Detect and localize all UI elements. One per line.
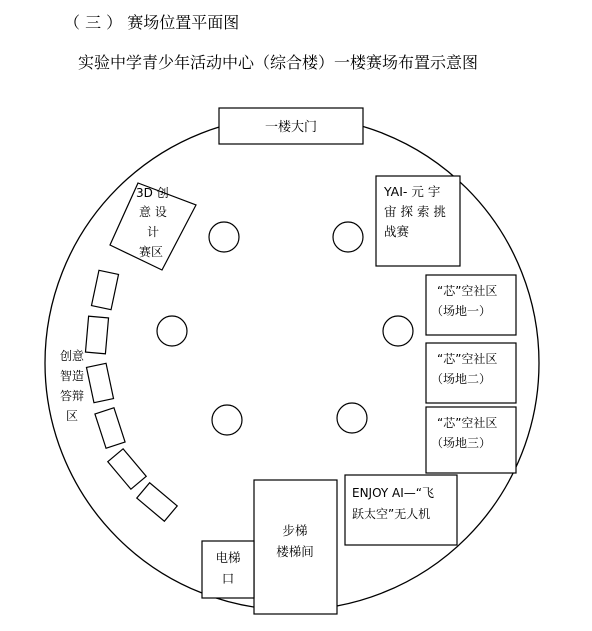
zone-yai bbox=[376, 176, 460, 266]
zone-3d-creative bbox=[110, 183, 196, 270]
zone-debate-line-2: 智造 bbox=[60, 369, 85, 383]
debate-booths bbox=[85, 270, 177, 521]
booth bbox=[108, 449, 146, 489]
elevator-line-2: 口 bbox=[221, 571, 235, 586]
elevator bbox=[202, 541, 254, 598]
zone-yai-line-3: 战赛 bbox=[384, 224, 410, 239]
zone-enjoy-ai bbox=[345, 475, 457, 545]
zone-chip-society-2 bbox=[426, 343, 516, 403]
section-heading: （ 三 ） 赛场位置平面图 bbox=[64, 13, 240, 32]
zone-debate-line-3: 答辩 bbox=[60, 389, 85, 403]
booth bbox=[95, 408, 125, 448]
table-circle bbox=[209, 222, 239, 252]
zone-3d-line-3: 计 bbox=[147, 225, 160, 239]
table-circle bbox=[333, 222, 363, 252]
zone-3d-line-1: 3D 创 bbox=[136, 186, 169, 200]
zone-chip-society-1 bbox=[426, 275, 516, 335]
table-circle bbox=[337, 403, 367, 433]
zone-3d-line-4: 赛区 bbox=[139, 245, 164, 259]
diagram-title: 实验中学青少年活动中心（综合楼）一楼赛场布置示意图 bbox=[78, 53, 479, 72]
main-entrance bbox=[219, 108, 363, 144]
zone-yai-line-2: 宙 探 索 挑 bbox=[384, 204, 446, 219]
zone-yai-line-1: YAI- 元 宇 bbox=[384, 184, 441, 199]
stairwell bbox=[254, 480, 337, 614]
zone-debate-label bbox=[60, 348, 84, 423]
zone-chip3-line-2: （场地三） bbox=[431, 436, 492, 450]
table-circle bbox=[383, 316, 413, 346]
stairwell-line-1: 步梯 bbox=[282, 523, 308, 538]
zone-enjoy-line-1: ENJOY AI—“飞 bbox=[352, 486, 434, 500]
zone-chip1-line-2: （场地一） bbox=[431, 304, 492, 318]
booth bbox=[86, 363, 113, 402]
zone-chip-society-3 bbox=[426, 407, 516, 473]
zone-chip2-line-1: “芯”空社区 bbox=[437, 352, 498, 366]
zone-debate-line-1: 创意 bbox=[60, 349, 85, 363]
stairwell-line-2: 楼梯间 bbox=[276, 544, 314, 559]
zone-debate-line-4: 区 bbox=[66, 409, 79, 423]
table-circle bbox=[212, 405, 242, 435]
booth bbox=[91, 270, 118, 309]
zone-3d-line-2: 意 设 bbox=[139, 205, 167, 219]
booth bbox=[85, 316, 108, 354]
zone-enjoy-line-2: 跃太空”无人机 bbox=[352, 507, 431, 521]
elevator-line-1: 电梯 bbox=[215, 550, 241, 565]
zone-chip2-line-2: （场地二） bbox=[431, 372, 492, 386]
entrance-label: 一楼大门 bbox=[264, 120, 318, 135]
booth bbox=[137, 483, 177, 521]
zone-chip1-line-1: “芯”空社区 bbox=[437, 284, 498, 298]
zone-chip3-line-1: “芯”空社区 bbox=[437, 416, 498, 430]
table-circle bbox=[157, 316, 187, 346]
